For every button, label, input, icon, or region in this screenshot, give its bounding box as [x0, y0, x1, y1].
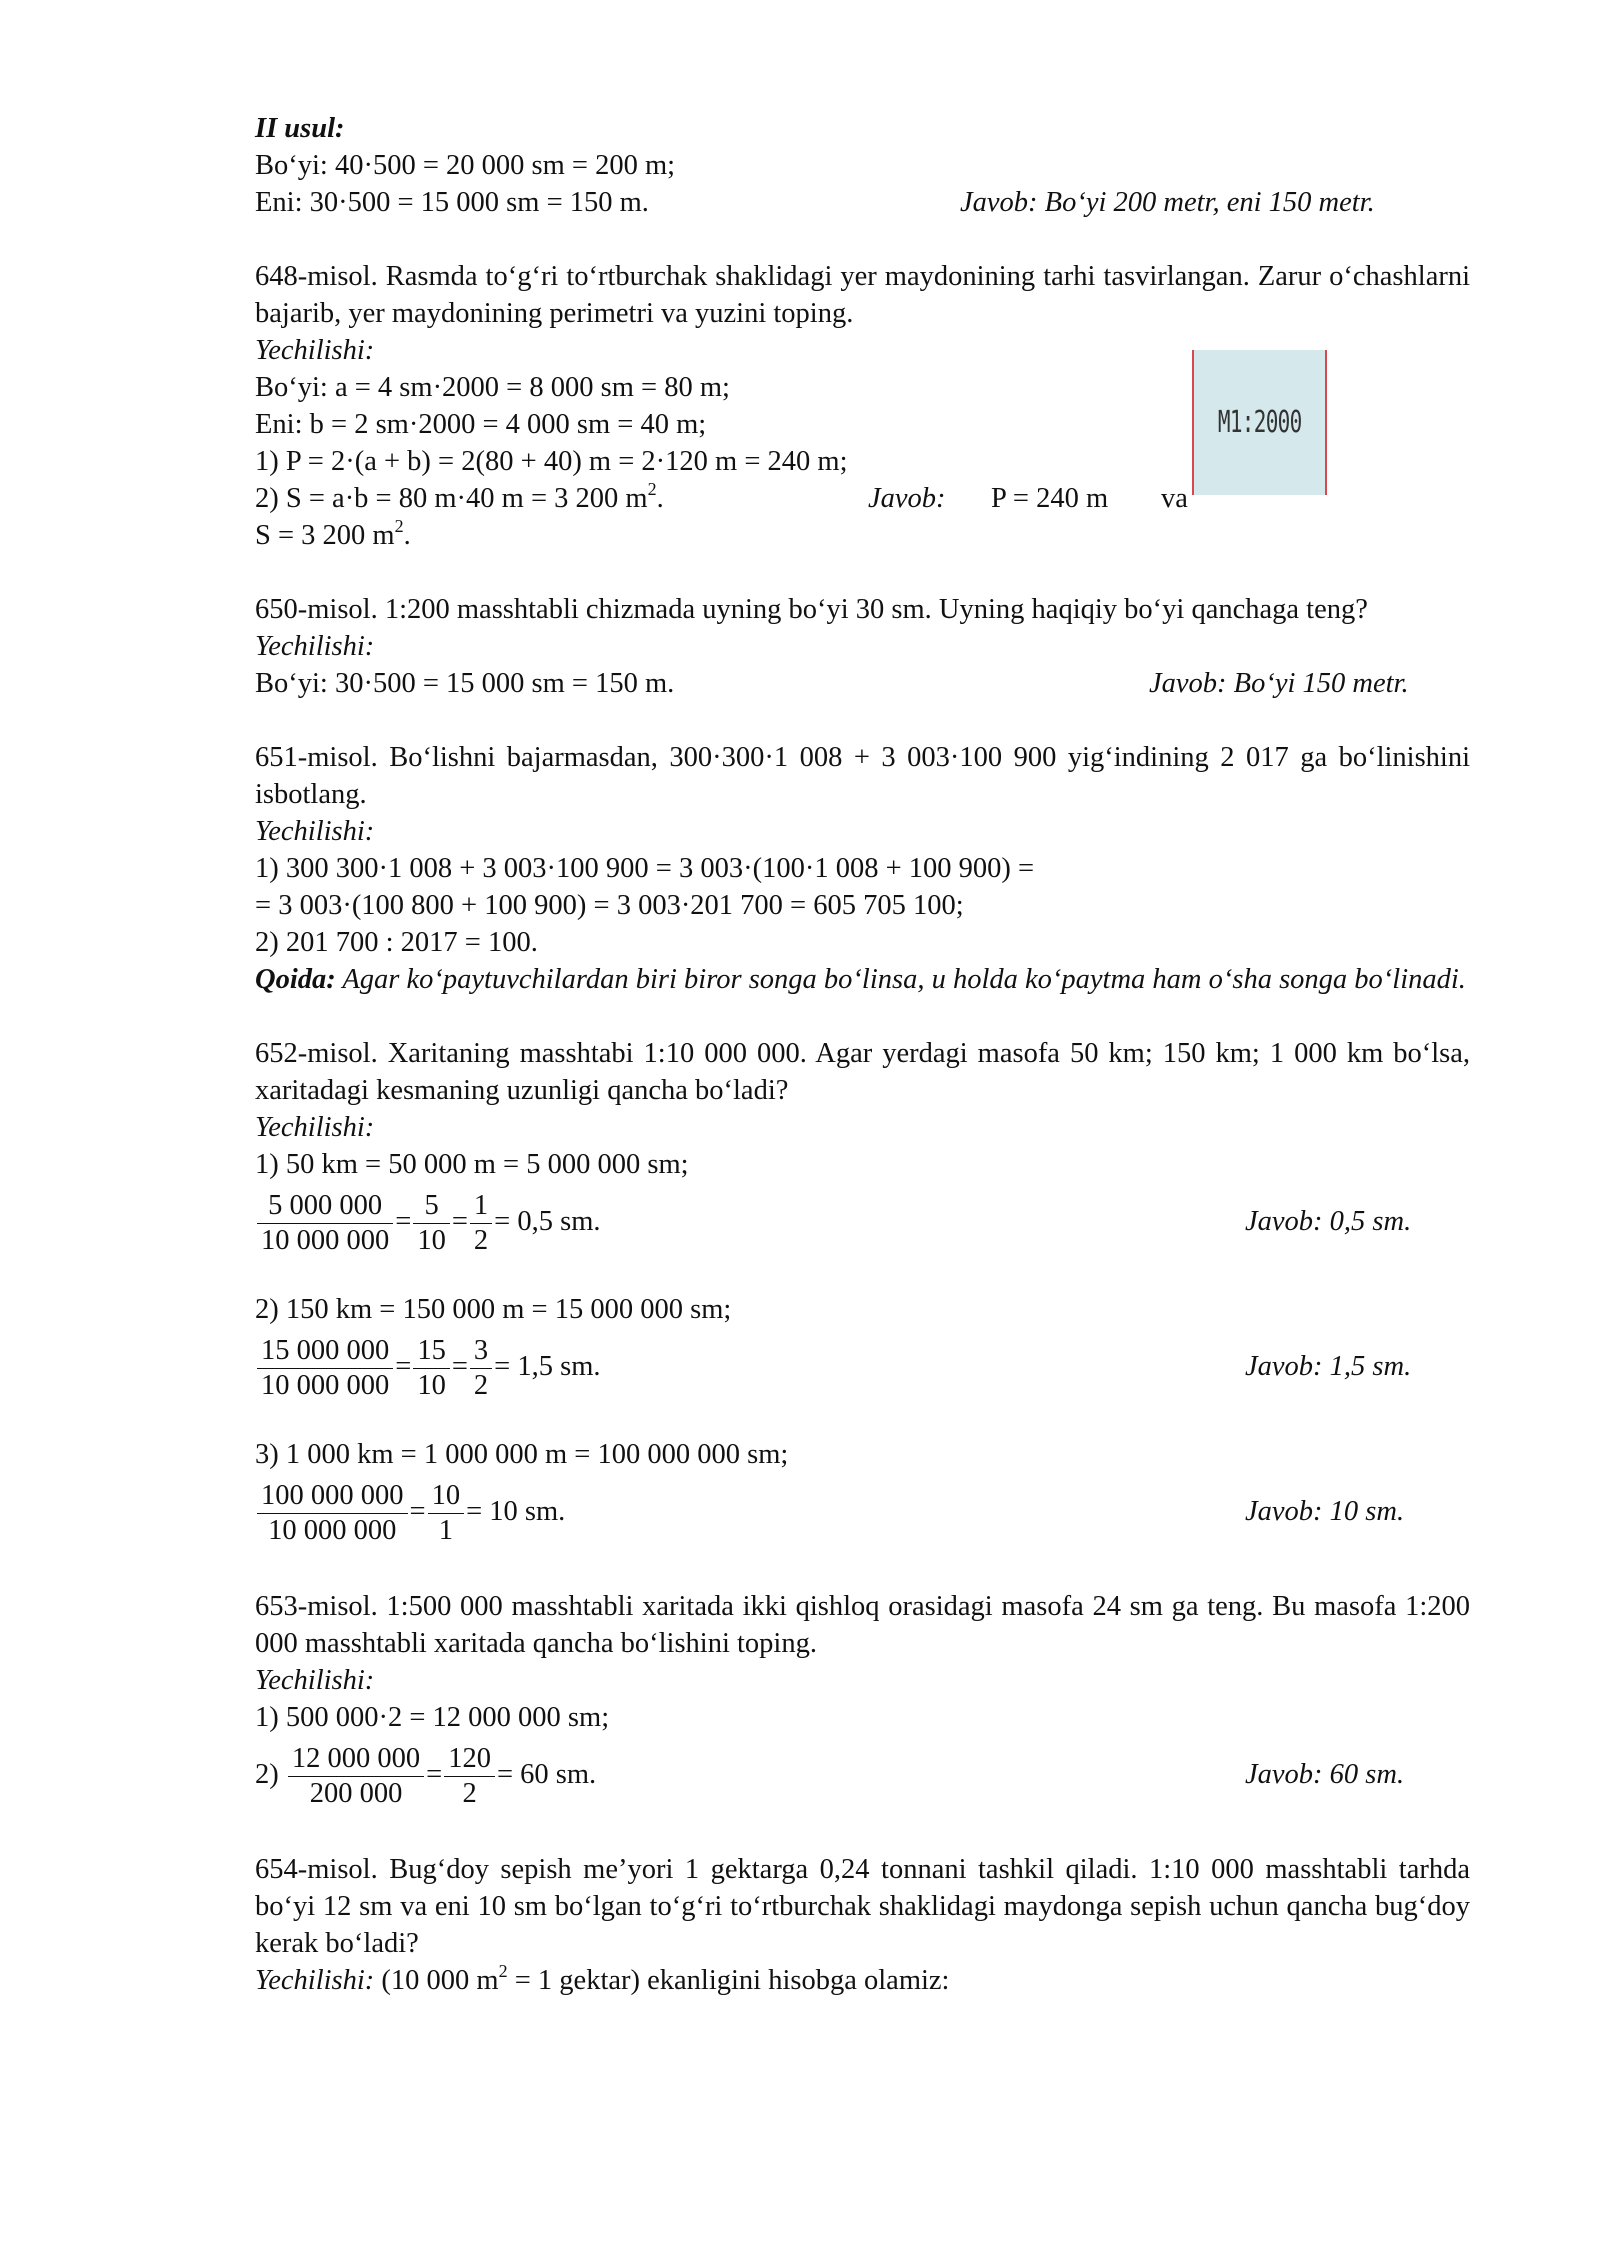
- fraction: [444, 1742, 495, 1811]
- fraction: [257, 1479, 408, 1548]
- answer-text: Javob: 60 sm.: [1245, 1759, 1405, 1790]
- denominator: 10 000 000: [261, 1369, 390, 1401]
- scale-label: M1:2000: [1217, 405, 1302, 440]
- fraction-line: $\frac{5 000 000}{10 000 000}$ = $\frac{5}{10}$ = $\frac{1}{2}$ = 0,5 sm. Javob: 0,5 sm.: [255, 1183, 1470, 1261]
- solution-line: [255, 665, 1470, 702]
- solution-line: 1) 300 300·1 008 + 3 003·100 900 = 3 003·(100·1 008 + 100 900) =: [255, 853, 1035, 884]
- solution-line: [255, 184, 1470, 221]
- answer-label: Javob:: [868, 483, 946, 514]
- solution-line: Bo‘yi: 40·500 = 20 000 sm = 200 m;: [255, 150, 676, 181]
- fraction: [413, 1189, 450, 1258]
- solution-heading: Yechilishi:: [255, 1965, 375, 1996]
- solution-line: 3) 1 000 km = 1 000 000 m = 100 000 000 sm;: [255, 1439, 789, 1470]
- fraction: [428, 1479, 465, 1548]
- solution-line: 2) 150 km = 150 000 m = 15 000 000 sm;: [255, 1294, 732, 1325]
- fraction: [288, 1742, 424, 1811]
- denominator: 10: [417, 1369, 446, 1401]
- denominator: 10: [417, 1224, 446, 1256]
- step-number: 2): [255, 1759, 279, 1790]
- numerator: 100 000 000: [257, 1479, 408, 1514]
- solution-text: 2) S = a·b = 80 m·40 m = 3 200 m: [255, 483, 648, 514]
- result-text: = 60 sm.: [496, 1759, 597, 1790]
- superscript: 2: [394, 516, 404, 536]
- fraction: [470, 1334, 492, 1403]
- solution-text: Bo‘yi: 30·500 = 15 000 sm = 150 m.: [255, 668, 675, 699]
- solution-line: Eni: b = 2 sm·2000 = 4 000 sm = 40 m;: [255, 409, 707, 440]
- solution-heading: Yechilishi:: [255, 1665, 375, 1696]
- result-text: = 0,5 sm.: [494, 1206, 601, 1237]
- rule-body: Agar ko‘paytuvchilardan biri biror songa bo‘linsa, u holda ko‘paytma ham o‘sha songa bo‘linadi.: [335, 964, 1466, 995]
- solution-text-end: .: [656, 483, 664, 514]
- solution-heading: Yechilishi:: [255, 631, 375, 662]
- solution-text-end: .: [403, 520, 411, 551]
- denominator: 2: [473, 1369, 489, 1401]
- numerator: 15: [413, 1334, 450, 1369]
- solution-text: S = 3 200 m: [255, 520, 395, 551]
- fraction-line: $\frac{100 000 000}{10 000 000}$ = $\frac{10}{1}$ = 10 sm. Javob: 10 sm.: [255, 1473, 1470, 1551]
- result-text: = 10 sm.: [466, 1496, 566, 1527]
- solution-heading: Yechilishi:: [255, 816, 375, 847]
- solution-heading: Yechilishi:: [255, 335, 375, 366]
- rule-text: [255, 961, 1470, 998]
- solution-line: 1) P = 2·(a + b) = 2(80 + 40) m = 2·120 m = 240 m;: [255, 446, 848, 477]
- note-rest: ekanligini hisobga olamiz:: [640, 1965, 950, 1996]
- fraction: [470, 1189, 492, 1258]
- numerator: 5: [413, 1189, 450, 1224]
- numerator: 15 000 000: [257, 1334, 393, 1369]
- answer-text: Javob: 1,5 sm.: [1245, 1351, 1412, 1382]
- numerator: 5 000 000: [257, 1189, 393, 1224]
- solution-line: [255, 1962, 1470, 1999]
- fraction: [413, 1334, 450, 1403]
- fraction: [257, 1334, 393, 1403]
- denominator: 10 000 000: [268, 1514, 397, 1546]
- fraction-line: 2) $\frac{12 000 000}{200 000}$ = $\frac{120}{2}$ = 60 sm. Javob: 60 sm.: [255, 1736, 1470, 1814]
- solution-line: Bo‘yi: a = 4 sm·2000 = 8 000 sm = 80 m;: [255, 372, 730, 403]
- problem-statement: 652-misol. Xaritaning masshtabi 1:10 000 000. Agar yerdagi masofa 50 km; 150 km; 1 000 km bo‘lsa, xaritadagi kesmaning uzunligi qancha bo‘ladi?: [255, 1038, 1470, 1106]
- note-open: (10 000 m: [381, 1965, 499, 1996]
- solution-line: 1) 500 000·2 = 12 000 000 sm;: [255, 1702, 610, 1733]
- section-heading: II usul:: [255, 113, 345, 144]
- rule-label: Qoida:: [255, 964, 336, 995]
- solution-line: [255, 517, 1470, 554]
- solution-heading: Yechilishi:: [255, 1112, 375, 1143]
- answer-text: Javob: 10 sm.: [1245, 1496, 1405, 1527]
- answer-value: P = 240 m: [991, 483, 1109, 514]
- numerator: 1: [470, 1189, 492, 1224]
- numerator: 10: [428, 1479, 465, 1514]
- problem-statement: 651-misol. Bo‘lishni bajarmasdan, 300·300·1 008 + 3 003·100 900 yig‘indining 2 017 ga bo‘linishini isbotlang.: [255, 742, 1470, 810]
- result-text: = 1,5 sm.: [494, 1351, 601, 1382]
- numerator: 120: [444, 1742, 495, 1777]
- problem-statement: 654-misol. Bug‘doy sepish me’yori 1 gektarga 0,24 tonnani tashkil qiladi. 1:10 000 masshtabli tarhda bo‘yi 12 sm va eni 10 sm bo‘lgan to‘g‘ri to‘rtburchak shaklidagi maydonga sepish uchun qancha bug‘doy kerak bo‘ladi?: [255, 1854, 1470, 1959]
- problem-statement: 648-misol. Rasmda to‘g‘ri to‘rtburchak shaklidagi yer maydonining tarhi tasvirlangan. Zarur o‘chashlarni bajarib, yer maydonining perimetri va yuzini toping.: [255, 261, 1470, 329]
- problem-statement: 653-misol. 1:500 000 masshtabli xaritada ikki qishloq orasidagi masofa 24 sm ga teng. Bu masofa 1:200 000 masshtabli xaritada qancha bo‘lishini toping.: [255, 1591, 1470, 1659]
- numerator: 3: [470, 1334, 492, 1369]
- fraction: [257, 1189, 393, 1258]
- denominator: 200 000: [309, 1777, 403, 1809]
- answer-text: Javob: 0,5 sm.: [1245, 1206, 1412, 1237]
- superscript: 2: [647, 479, 657, 499]
- denominator: 2: [473, 1224, 489, 1256]
- note-close: = 1 gektar): [507, 1965, 640, 1996]
- solution-line: 1) 50 km = 50 000 m = 5 000 000 sm;: [255, 1149, 689, 1180]
- solution-text: Eni: 30·500 = 15 000 sm = 150 m.: [255, 187, 649, 218]
- answer-text: Javob: Bo‘yi 150 metr.: [1149, 668, 1409, 699]
- numerator: 12 000 000: [288, 1742, 424, 1777]
- answer-text: Javob: Bo‘yi 200 metr, eni 150 metr.: [960, 187, 1375, 218]
- superscript: 2: [498, 1961, 508, 1981]
- solution-line: 2) 201 700 : 2017 = 100.: [255, 927, 538, 958]
- denominator: 1: [438, 1514, 453, 1546]
- problem-statement: 650-misol. 1:200 masshtabli chizmada uyning bo‘yi 30 sm. Uyning haqiqiy bo‘yi qanchaga teng?: [255, 594, 1368, 625]
- plan-scale-figure: [1192, 350, 1327, 495]
- answer-connector: va: [1161, 483, 1188, 514]
- solution-line: = 3 003·(100 800 + 100 900) = 3 003·201 700 = 605 705 100;: [255, 890, 964, 921]
- denominator: 2: [462, 1777, 477, 1809]
- denominator: 10 000 000: [261, 1224, 390, 1256]
- fraction-line: $\frac{15 000 000}{10 000 000}$ = $\frac{15}{10}$ = $\frac{3}{2}$ = 1,5 sm. Javob: 1,5 sm.: [255, 1328, 1470, 1406]
